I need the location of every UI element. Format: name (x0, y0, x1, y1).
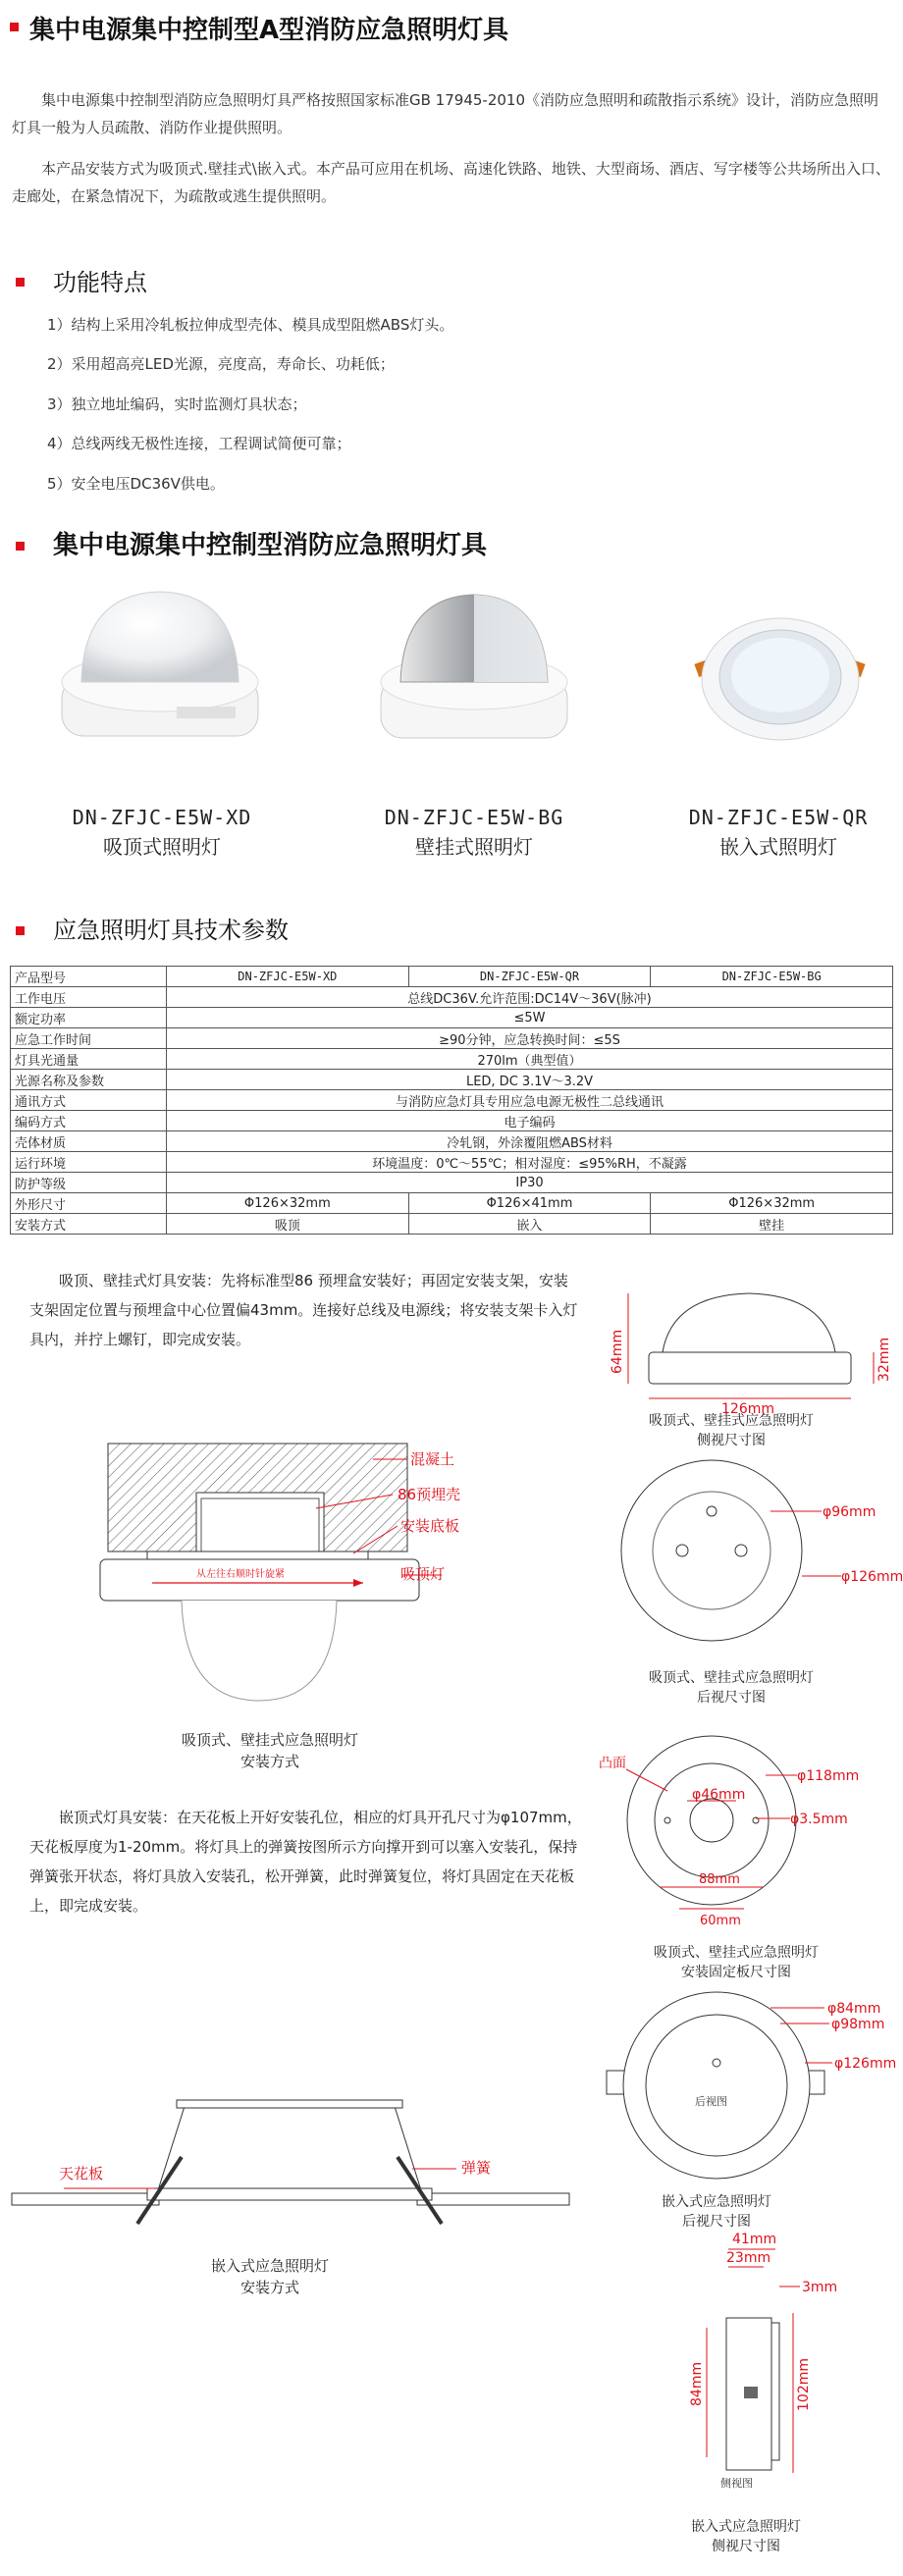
diagram-label-lamp: 吸顶灯 (400, 1565, 446, 1583)
table-header-row (11, 967, 893, 987)
dim-label: 3mm (802, 2280, 838, 2295)
table-cell: ≥90分钟，应急转换时间：≤5S (167, 1028, 893, 1049)
dim-label: 23mm (726, 2250, 771, 2266)
dim-label: 60mm (700, 1914, 741, 1928)
rear-view-drawing (613, 1452, 903, 1649)
table-cell: DN-ZFJC-E5W-QR (408, 967, 651, 987)
feature-item: 1）结构上采用冷轧板拉伸成型壳体、模具成型阻燃ABS灯头。 (47, 316, 454, 334)
table-row (11, 1193, 893, 1214)
dim-label: φ98mm (831, 2017, 885, 2032)
table-cell: 外形尺寸 (11, 1193, 167, 1214)
diagram-arrow-text: 从左往右顺时针旋紧 (196, 1569, 285, 1580)
caption-line: 嵌入式应急照明灯 (662, 2194, 771, 2210)
plate-view-caption (594, 1943, 878, 1982)
feature-item: 4）总线两线无极性连接，工程调试简便可靠； (47, 435, 351, 452)
inner-label: 后视图 (695, 2095, 727, 2108)
recessed-rear-caption (579, 2192, 854, 2232)
table-row (11, 1070, 893, 1090)
section-bullet (16, 278, 25, 287)
dim-label: φ126mm (841, 1569, 903, 1585)
plate-view-drawing (589, 1732, 903, 1948)
table-row (11, 1028, 893, 1049)
intro-paragraph-2: 本产品安装方式为吸顶式.壁挂式\嵌入式。本产品可应用在机场、高速化铁路、地铁、大型商场、酒店、写字楼等公共场所出入口、走廊处，在紧急情况下，为疏散或逃生提供照明。 (12, 160, 890, 205)
table-cell: 工作电压 (11, 987, 167, 1008)
caption-line: 吸顶式、壁挂式应急照明灯 (181, 1731, 358, 1749)
caption-line: 吸顶式、壁挂式应急照明灯 (649, 1413, 814, 1429)
caption-line: 吸顶式、壁挂式应急照明灯 (654, 1945, 819, 1961)
product-model: DN-ZFJC-E5W-XD (72, 806, 252, 829)
diagram-label-plate: 安装底板 (400, 1517, 460, 1535)
side-view-caption (589, 1411, 874, 1450)
caption-line: 安装方式 (239, 1753, 299, 1770)
dim-label: 84mm (689, 2361, 705, 2406)
intro-paragraph-1: 集中电源集中控制型消防应急照明灯具严格按照国家标准GB 17945-2010《消防应急照明和疏散指示系统》设计，消防应急照明灯具一般为人员疏散、消防作业提供照明。 (12, 91, 878, 136)
table-cell: 吸顶 (167, 1214, 409, 1235)
table-cell: DN-ZFJC-E5W-XD (167, 967, 409, 987)
table-cell: Φ126×41mm (408, 1193, 651, 1214)
table-cell: 额定功率 (11, 1008, 167, 1028)
diagram-label-concrete: 混凝土 (410, 1450, 455, 1468)
table-cell: 270lm（典型值） (167, 1049, 893, 1070)
caption-line: 嵌入式应急照明灯 (210, 2257, 329, 2275)
dim-label: φ3.5mm (790, 1812, 848, 1827)
product-model: DN-ZFJC-E5W-BG (384, 806, 564, 829)
diagram-label-spring: 弹簧 (461, 2159, 492, 2177)
product-caption (661, 803, 896, 862)
recessed-side-caption (609, 2517, 883, 2556)
caption-line: 安装固定板尺寸图 (681, 1965, 791, 1980)
dim-label: 凸面 (599, 1756, 626, 1771)
product-name: 嵌入式照明灯 (719, 835, 837, 859)
caption-line: 安装方式 (239, 2279, 299, 2296)
table-row (11, 1008, 893, 1028)
table-row (11, 1131, 893, 1152)
table-cell: 灯具光通量 (11, 1049, 167, 1070)
caption-line: 侧视尺寸图 (712, 2539, 780, 2554)
table-cell: 电子编码 (167, 1111, 893, 1131)
table-cell: 与消防应急灯具专用应急电源无极性二总线通讯 (167, 1090, 893, 1111)
recessed-install-diagram (10, 2051, 579, 2228)
table-row (11, 1173, 893, 1193)
section-bullet (16, 926, 25, 935)
table-cell: 产品型号 (11, 967, 167, 987)
spec-table (10, 966, 893, 1235)
table-cell: 防护等级 (11, 1173, 167, 1193)
caption-line: 侧视尺寸图 (697, 1433, 766, 1448)
dim-label: φ96mm (823, 1504, 876, 1520)
table-cell: 光源名称及参数 (11, 1070, 167, 1090)
dim-label: φ126mm (834, 2056, 897, 2072)
dim-label: 88mm (699, 1872, 740, 1887)
caption-line: 后视尺寸图 (682, 2214, 751, 2230)
side-view-drawing (594, 1276, 903, 1417)
table-row (11, 1049, 893, 1070)
table-cell: Φ126×32mm (167, 1193, 409, 1214)
dim-label: φ84mm (827, 2001, 881, 2017)
surface-diagram-caption (147, 1729, 393, 1772)
table-cell: Φ126×32mm (651, 1193, 893, 1214)
table-row (11, 1214, 893, 1235)
table-cell: LED, DC 3.1V～3.2V (167, 1070, 893, 1090)
table-cell: 环境温度：0℃～55℃；相对湿度：≤95%RH，不凝露 (167, 1152, 893, 1173)
diagram-label-box: 86预埋壳 (398, 1486, 461, 1503)
section-bullet (16, 542, 25, 551)
table-row (11, 1152, 893, 1173)
rear-view-caption (589, 1668, 874, 1708)
title-bullet (10, 23, 19, 31)
params-heading: 应急照明灯具技术参数 (53, 917, 289, 944)
feature-item: 2）采用超高亮LED光源，亮度高，寿命长、功耗低； (47, 355, 395, 373)
dim-label: 32mm (876, 1337, 892, 1382)
caption-line: 嵌入式应急照明灯 (691, 2519, 801, 2535)
install-surface-text: 吸顶、壁挂式灯具安装：先将标准型86 预埋盒安装好；再固定安装支架，安装支架固定位置与预埋盒中心位置偏43mm。连接好总线及电源线；将安装支架卡入灯具内，并拧上螺钉，即完成安装。 (29, 1272, 578, 1348)
caption-line: 后视尺寸图 (697, 1690, 766, 1706)
table-cell: 冷轧钢，外涂覆阻燃ABS材料 (167, 1131, 893, 1152)
page-title: 集中电源集中控制型A型消防应急照明灯具 (29, 16, 509, 45)
table-cell: 运行环境 (11, 1152, 167, 1173)
dim-label: 102mm (796, 2358, 812, 2411)
product-model: DN-ZFJC-E5W-QR (688, 806, 869, 829)
recessed-rear-drawing (589, 1982, 903, 2193)
table-row (11, 1090, 893, 1111)
recessed-side-drawing (677, 2230, 864, 2509)
product-image-recessed (694, 608, 866, 756)
table-cell: 通讯方式 (11, 1090, 167, 1111)
table-cell: ≤5W (167, 1008, 893, 1028)
features-heading: 功能特点 (53, 269, 147, 296)
product-image-ceiling (54, 584, 265, 770)
table-cell: 嵌入 (408, 1214, 651, 1235)
product-name: 壁挂式照明灯 (415, 835, 533, 859)
dim-label: 41mm (732, 2232, 777, 2247)
diagram-label-ceiling: 天花板 (59, 2165, 104, 2182)
table-cell: 壳体材质 (11, 1131, 167, 1152)
table-cell: 壁挂 (651, 1214, 893, 1235)
product-caption (44, 803, 280, 862)
table-cell: DN-ZFJC-E5W-BG (651, 967, 893, 987)
caption-line: 吸顶式、壁挂式应急照明灯 (649, 1670, 814, 1686)
table-cell: 总线DC36V.允许范围:DC14V～36V(脉冲) (167, 987, 893, 1008)
recessed-diagram-caption (162, 2255, 378, 2298)
dim-label: 64mm (610, 1329, 625, 1374)
dim-label: φ46mm (692, 1787, 746, 1803)
product-caption (356, 803, 592, 862)
feature-item: 5）安全电压DC36V供电。 (47, 475, 225, 493)
table-row (11, 987, 893, 1008)
products-heading: 集中电源集中控制型消防应急照明灯具 (53, 531, 488, 560)
table-cell: 编码方式 (11, 1111, 167, 1131)
dim-label: 126mm (721, 1401, 774, 1417)
table-cell: 应急工作时间 (11, 1028, 167, 1049)
dim-label: φ118mm (797, 1768, 860, 1784)
inner-label: 侧视图 (720, 2477, 753, 2490)
product-image-wall (376, 589, 572, 770)
table-cell: 安装方式 (11, 1214, 167, 1235)
table-row (11, 1111, 893, 1131)
feature-item: 3）独立地址编码，实时监测灯具状态； (47, 395, 307, 413)
table-cell: IP30 (167, 1173, 893, 1193)
product-name: 吸顶式照明灯 (103, 835, 221, 859)
surface-install-diagram (59, 1438, 481, 1703)
install-recessed-text: 嵌顶式灯具安装：在天花板上开好安装孔位，相应的灯具开孔尺寸为φ107mm，天花板厚度为1-20mm。将灯具上的弹簧按图所示方向撑开到可以塞入安装孔，保持弹簧张开状态，将灯具放入安装孔，松开弹簧，此时弹簧复位，将灯具固定在天花板上，即完成安装。 (29, 1809, 582, 1915)
